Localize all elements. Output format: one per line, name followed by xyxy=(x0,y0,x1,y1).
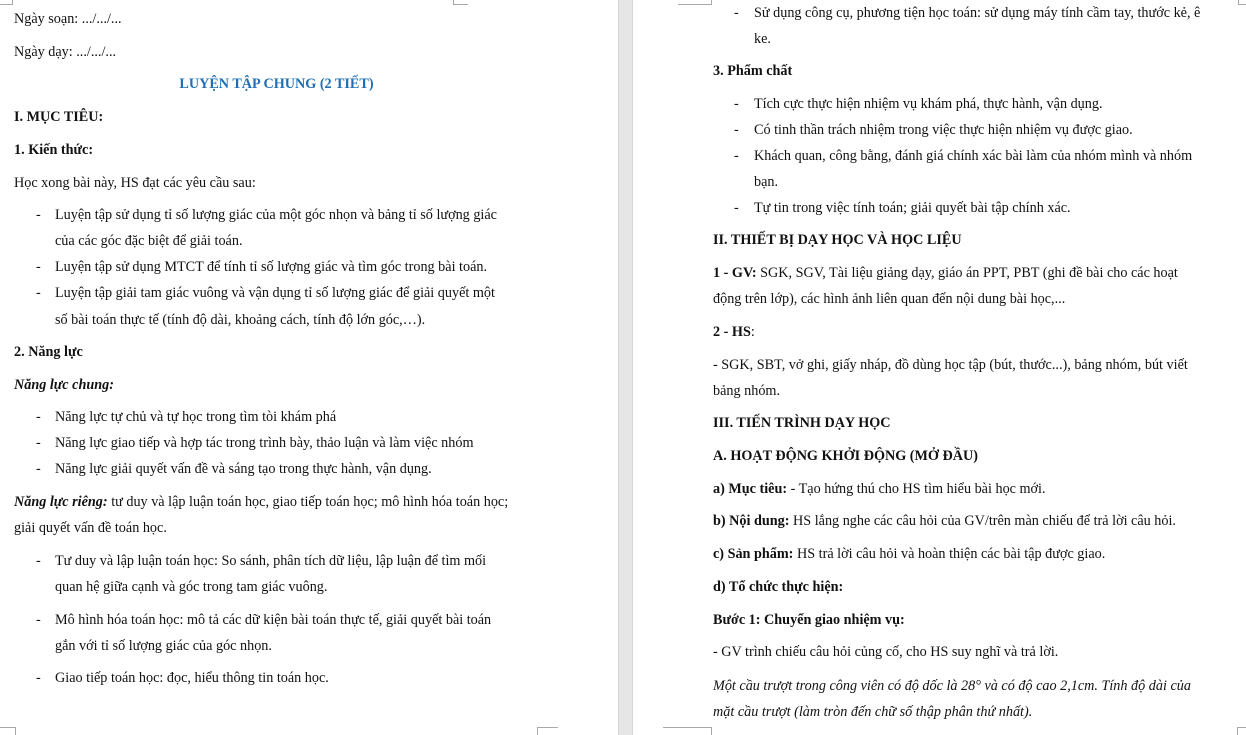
heading-competence: 2. Năng lực xyxy=(14,344,83,360)
knowledge-item: Luyện tập sử dụng tỉ số lượng giác của một góc nhọn và bảng tỉ số lượng giác xyxy=(55,207,497,223)
bullet-dash: - xyxy=(36,207,41,223)
bullet-dash: - xyxy=(36,259,41,275)
bullet-dash: - xyxy=(36,553,41,569)
specific-competence-item: Tư duy và lập luận toán học: So sánh, phân tích dữ liệu, lập luận để tìm mối xyxy=(55,553,487,569)
knowledge-intro: Học xong bài này, HS đạt các yêu cầu sau: xyxy=(14,175,256,191)
margin-corner-mark xyxy=(537,727,558,735)
section-heading-equipment: II. THIẾT BỊ DẠY HỌC VÀ HỌC LIỆU xyxy=(713,232,962,248)
knowledge-item: Luyện tập sử dụng MTCT để tính tỉ số lượng giác và tìm góc trong bài toán. xyxy=(55,259,488,275)
general-competence-item: Năng lực giao tiếp và hợp tác trong trình bày, thảo luận và làm việc nhóm xyxy=(55,435,474,451)
student-label: 2 - HS xyxy=(713,324,751,340)
knowledge-item: Luyện tập giải tam giác vuông và vận dụng tỉ số lượng giác để giải quyết một xyxy=(55,285,495,301)
student-materials-cont: bảng nhóm. xyxy=(713,383,780,399)
specific-competence-label: Năng lực riêng: xyxy=(14,494,108,510)
heading-general-competence: Năng lực chung: xyxy=(14,377,114,393)
product-row xyxy=(713,545,1105,563)
product-text: HS trả lời câu hỏi và hoàn thiện các bài tập được giao. xyxy=(793,546,1106,562)
step1-heading: Bước 1: Chuyển giao nhiệm vụ: xyxy=(713,612,905,628)
competence-item: Sử dụng công cụ, phương tiện học toán: sử dụng máy tính cầm tay, thước kẻ, ê xyxy=(754,5,1201,21)
problem-text-cont: mặt cầu trượt (làm tròn đến chữ số thập phân thứ nhất). xyxy=(713,704,1033,720)
competence-item-cont: ke. xyxy=(754,31,771,47)
margin-corner-mark xyxy=(1238,0,1246,5)
specific-competence-item-cont: gắn với tỉ số lượng giác của góc nhọn. xyxy=(55,638,272,654)
student-materials-heading xyxy=(713,323,755,341)
margin-corner-mark xyxy=(0,727,16,735)
quality-item: Tích cực thực hiện nhiệm vụ khám phá, thực hành, vận dụng. xyxy=(754,96,1103,112)
specific-competence xyxy=(14,493,508,511)
heading-qualities: 3. Phẩm chất xyxy=(713,63,793,79)
product-label: c) Sản phẩm: xyxy=(713,546,794,562)
organize-heading: d) Tổ chức thực hiện: xyxy=(713,579,844,595)
content-text: HS lắng nghe các câu hỏi của GV/trên màn chiếu để trả lời câu hỏi. xyxy=(789,513,1176,529)
heading-knowledge: 1. Kiến thức: xyxy=(14,142,94,158)
knowledge-item-cont: của các góc đặc biệt để giải toán. xyxy=(55,233,243,249)
margin-corner-mark xyxy=(678,0,712,5)
teacher-materials xyxy=(713,264,1178,282)
quality-item: Khách quan, công bằng, đánh giá chính xác bài làm của nhóm mình và nhóm xyxy=(754,148,1193,164)
step1-text: - GV trình chiếu câu hỏi củng cố, cho HS suy nghĩ và trả lời. xyxy=(713,644,1059,660)
specific-competence-item: Giao tiếp toán học: đọc, hiểu thông tin toán học. xyxy=(55,670,329,686)
lesson-title: LUYỆN TẬP CHUNG (2 TIẾT) xyxy=(179,76,374,92)
specific-competence-cont: giải quyết vấn đề toán học. xyxy=(14,520,167,536)
document-page-left xyxy=(0,0,618,735)
bullet-dash: - xyxy=(36,409,41,425)
teacher-materials-cont: động trên lớp), các hình ảnh liên quan đến nội dung bài học,... xyxy=(713,291,1066,307)
margin-corner-mark xyxy=(0,0,13,5)
bullet-dash: - xyxy=(734,200,739,216)
teacher-label: 1 - GV: xyxy=(713,265,757,281)
content-row xyxy=(713,512,1176,530)
bullet-dash: - xyxy=(36,670,41,686)
general-competence-item: Năng lực tự chủ và tự học trong tìm tòi khám phá xyxy=(55,409,337,425)
objective-label: a) Mục tiêu: xyxy=(713,481,788,497)
colon: : xyxy=(750,324,755,340)
bullet-dash: - xyxy=(734,122,739,138)
bullet-dash: - xyxy=(734,96,739,112)
bullet-dash: - xyxy=(36,612,41,628)
quality-item: Tự tin trong việc tính toán; giải quyết bài tập chính xác. xyxy=(754,200,1071,216)
specific-competence-text: tư duy và lập luận toán học, giao tiếp toán học; mô hình hóa toán học; xyxy=(107,494,509,510)
specific-competence-item: Mô hình hóa toán học: mô tả các dữ kiện bài toán thực tế, giải quyết bài toán xyxy=(55,612,492,628)
content-label: b) Nội dung: xyxy=(713,513,790,529)
bullet-dash: - xyxy=(734,5,739,21)
quality-item-cont: bạn. xyxy=(754,174,779,190)
bullet-dash: - xyxy=(734,148,739,164)
bullet-dash: - xyxy=(36,461,41,477)
objective-text: - Tạo hứng thú cho HS tìm hiểu bài học mới. xyxy=(787,481,1046,497)
general-competence-item: Năng lực giải quyết vấn đề và sáng tạo trong thực hành, vận dụng. xyxy=(55,461,432,477)
quality-item: Có tinh thần trách nhiệm trong việc thực hiện nhiệm vụ được giao. xyxy=(754,122,1133,138)
knowledge-item-cont: số bài toán thực tế (tính độ dài, khoảng cách, tính độ lớn góc,…). xyxy=(55,312,426,328)
margin-corner-mark xyxy=(1237,727,1246,735)
section-heading-process: III. TIẾN TRÌNH DẠY HỌC xyxy=(713,415,891,431)
teacher-materials-text: SGK, SGV, Tài liệu giảng dạy, giáo án PPT, PBT (ghi đề bài cho các hoạt xyxy=(756,265,1178,281)
section-heading-objectives: I. MỤC TIÊU: xyxy=(14,109,104,125)
problem-text: Một cầu trượt trong công viên có độ dốc là 28° và có độ cao 2,1cm. Tính độ dài của xyxy=(713,678,1191,694)
date-prepared: Ngày soạn: .../.../... xyxy=(14,11,122,27)
heading-activity-a: A. HOẠT ĐỘNG KHỞI ĐỘNG (MỞ ĐẦU) xyxy=(713,448,978,464)
margin-corner-mark xyxy=(453,0,468,5)
objective-row xyxy=(713,480,1046,498)
margin-corner-mark xyxy=(663,727,712,735)
student-materials: - SGK, SBT, vở ghi, giấy nháp, đồ dùng học tập (bút, thước...), bảng nhóm, bút viết xyxy=(713,357,1188,373)
page-gap xyxy=(618,0,633,735)
bullet-dash: - xyxy=(36,285,41,301)
document-page-right xyxy=(633,0,1246,735)
specific-competence-item-cont: quan hệ giữa cạnh và góc trong tam giác vuông. xyxy=(55,579,328,595)
date-taught: Ngày dạy: .../.../... xyxy=(14,44,117,60)
bullet-dash: - xyxy=(36,435,41,451)
